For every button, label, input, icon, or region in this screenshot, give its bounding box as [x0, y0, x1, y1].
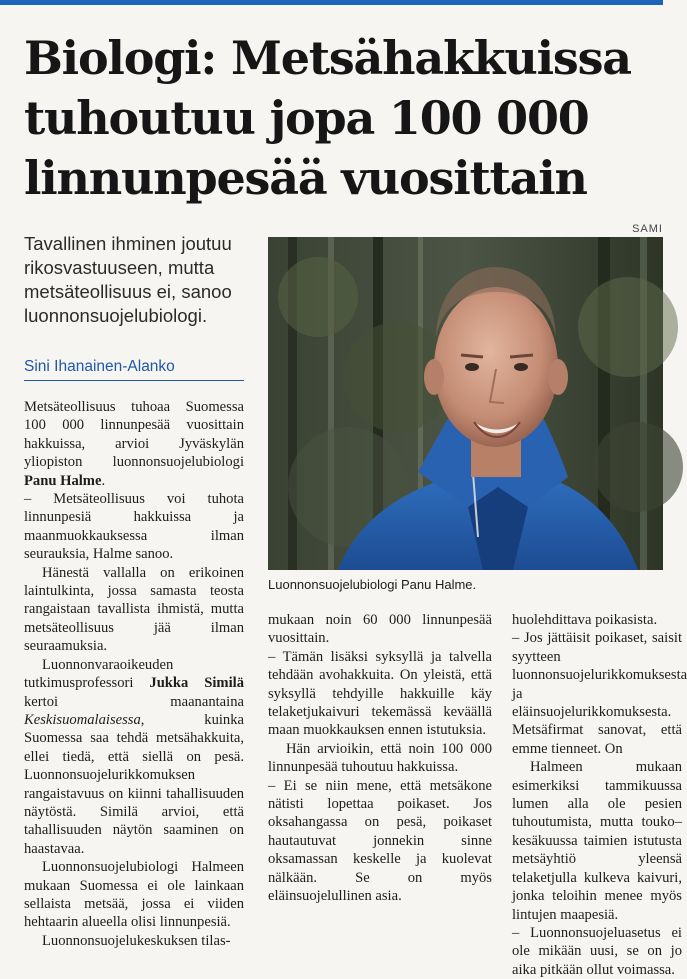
paragraph: Luonnonsuojelubiologi Halmeen mukaan Suomessa ei ole lainkaan sellaista metsää, jossa ei viiden hehtaarin alueella olisi linnunpesiä.: [24, 859, 244, 931]
paragraph: Hän arvioikin, että noin 100 000 linnunpesää tuhoutuu hakkuissa.: [268, 740, 492, 776]
paragraph-quote: – Metsäteollisuus voi tuhota linnunpesiä hakkuissa ja maanmuokkauksessa ilman seurauksia, Halme sanoo.: [24, 491, 244, 563]
article-lead: Tavallinen ihminen joutuu rikosvastuuseen, mutta metsäteollisuus ei, sanoo luonnonsuojelubiologi.: [24, 233, 232, 326]
article-headline: Biologi: Metsähakkuissa tuhoutuu jopa 100 000 linnunpesää vuosittain: [24, 31, 631, 205]
byline: Sini Ihanainen-Alanko: [24, 358, 244, 381]
photo-credit: SAMI: [632, 223, 663, 235]
paragraph: huolehdittava poikasista.: [512, 612, 658, 628]
paragraph: Metsäteollisuus tuhoaa Suomessa 100 000 linnunpesää vuosittain hakkuissa, arvioi Jyväskylän yliopiston luonnonsuojelubiologi Panu Halme.: [24, 399, 244, 489]
paragraph-quote: – Tämän lisäksi syksyllä ja talvella tehdään avohakkuita. On yleistä, että syksyllä tehdyille hakkuille käy telaketjukaivuri tekemässä keväällä maan muokkauksen ennen istutuksia.: [268, 648, 492, 739]
paragraph: Halmeen mukaan esimerkiksi tammikuussa lumen alla ole pesien tuhoutumista, mutta touko–kesäkuussa taimien istutusta metsäyhtiö yleensä telaketjulla kulkeva kaivuri, jonka teloihin menee myös lintujen maapesiä.: [512, 759, 682, 923]
article-column-2: [268, 611, 492, 906]
paragraph: mukaan noin 60 000 linnunpesää vuosittain.: [268, 612, 492, 647]
person-name: Jukka Similä: [149, 675, 244, 692]
portrait-photo: [268, 237, 663, 570]
publication-name: Keskisuomalaisessa: [24, 711, 141, 728]
photo-caption: Luonnonsuojelubiologi Panu Halme.: [268, 577, 477, 592]
portrait-illustration: [268, 237, 663, 570]
paragraph-quote: – Ei se niin mene, että metsäkone nätisti lopettaa poikaset. Jos oksahangassa on pesä, poikaset hautautuvat jonnekin sinne oksamassan keskelle ja kuolevat nälkään. Se on myös eläinsuojelullinen asia.: [268, 777, 492, 905]
article-column-1: [24, 398, 244, 950]
paragraph-quote: – Luonnonsuojeluasetus ei ole mikään uusi, se on jo aika pitkään ollut voimassa.: [512, 924, 682, 978]
paragraph-quote: – Jos jättäisit poikaset, saisit syytteen luonnonsuojelurikkomuksesta ja eläinsuojelurikkomuksesta. Metsäfirmat sanovat, että emme tienneet. On: [512, 630, 687, 757]
top-accent-bar: [0, 0, 663, 5]
paragraph: Luonnonvaraoikeuden tutkimusprofessori Jukka Similä kertoi maanantaina Keskisuomalaisessa, kuinka Suomessa saa tehdä metsähakkuita, ellei tiedä, että siellä on pesä. Luonnonsuojelurikkomuksen rangaistavuus on kiinni tahallisuuden näytöstä. Similä arvioi, että tahallisuuden näytön saaminen on haastavaa.: [24, 656, 244, 857]
person-name: Panu Halme: [24, 472, 102, 489]
paragraph: Luonnonsuojelukeskuksen tilas-: [42, 932, 231, 949]
article-column-3: [512, 611, 687, 979]
paragraph: Hänestä vallalla on erikoinen laintulkinta, jossa samasta teosta rangaistaan tavallista ihmistä, mutta metsäteollisuus jää ilman seuraamuksia.: [24, 564, 244, 655]
